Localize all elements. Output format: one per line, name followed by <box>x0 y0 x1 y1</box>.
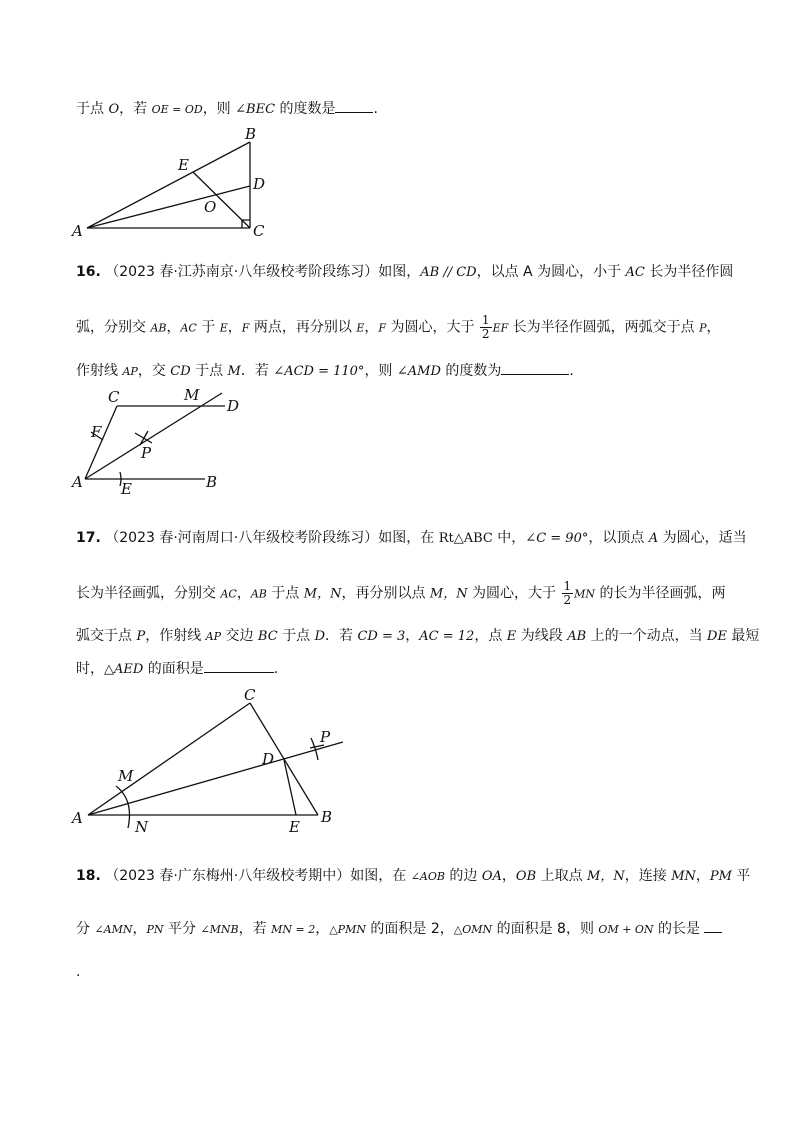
question-source: （2023 春·河南周口·八年级校考阶段练习） <box>105 530 379 546</box>
q17-line-1: 17. （2023 春·河南周口·八年级校考阶段练习）如图，在 Rt△ABC 中，∠C = 90°，以顶点 A 为圆心，适当 <box>76 530 747 546</box>
fraction-one-half: $\frac{1}{2}$ <box>563 579 572 607</box>
question-source: （2023 春·广东梅州·八年级校考期中） <box>105 868 351 884</box>
q17-line-4: 时，△AED 的面积是 . <box>76 658 278 680</box>
label-m: M <box>184 386 200 404</box>
label-b: B <box>245 125 257 143</box>
label-e: E <box>121 480 132 498</box>
condition-acd: ∠ACD = 110° <box>273 364 365 379</box>
condition-oe-od: OE = OD <box>151 103 203 116</box>
point-o: O <box>108 102 120 117</box>
label-d: D <box>227 397 240 415</box>
label-m: M <box>118 767 134 785</box>
q18-line-2: 分 ∠AMN，PN 平分 ∠MNB，若 MN = 2，△PMN 的面积是 2，△OMN 的面积是 8，则 OM + ON 的长是 <box>76 918 722 940</box>
q16-line-3: 作射线 AP，交 CD 于点 M．若 ∠ACD = 110°，则 ∠AMD 的度数为 . <box>76 360 574 382</box>
answer-blank <box>501 360 569 375</box>
q17-line-3: 弧交于点 P，作射线 AP 交边 BC 于点 D．若 CD = 3，AC = 12，点 E 为线段 AB 上的一个动点，当 DE 最短 <box>76 628 760 644</box>
label-e: E <box>289 818 300 836</box>
label-f: F <box>91 423 102 441</box>
answer-blank <box>335 98 373 113</box>
label-a: A <box>72 222 83 240</box>
q18-line-1: 18. （2023 春·广东梅州·八年级校考期中）如图，在 ∠AOB 的边 OA，OB 上取点 M，N，连接 MN，PM 平 <box>76 868 751 884</box>
angle-bec: ∠BEC <box>235 102 276 117</box>
label-p: P <box>141 444 152 462</box>
label-o: O <box>204 198 217 216</box>
label-n: N <box>135 818 149 836</box>
label-e: E <box>178 156 189 174</box>
label-c: C <box>253 222 265 240</box>
q16-line-2: 弧，分别交 AB，AC 于 E，F 两点，再分别以 E，F 为圆心，大于 $\frac{1}{2}$ EF 长为半径作圆弧，两弧交于点 P， <box>76 313 721 341</box>
label-p: P <box>320 728 331 746</box>
question-number: 18. <box>76 868 101 884</box>
question-number: 17. <box>76 530 101 546</box>
q18-line-3: . <box>76 964 81 980</box>
answer-blank <box>704 918 722 933</box>
fraction-one-half: $\frac{1}{2}$ <box>481 313 490 341</box>
question-number: 16. <box>76 264 101 280</box>
answer-blank <box>204 658 274 673</box>
label-a: A <box>72 809 83 827</box>
q17-line-2: 长为半径画弧，分别交 AC，AB 于点 M，N，再分别以点 M，N 为圆心，大于 $\frac{1}{2}$ MN 的长为半径画弧，两 <box>76 579 726 607</box>
q16-line-1: 16. （2023 春·江苏南京·八年级校考阶段练习）如图，AB // CD，以点 A 为圆心，小于 AC 长为半径作圆 <box>76 264 734 280</box>
question-source: （2023 春·江苏南京·八年级校考阶段练习） <box>105 264 379 280</box>
label-d: D <box>253 175 266 193</box>
label-c: C <box>108 388 120 406</box>
q15-line-1: 于点 O，若 OE = OD，则 ∠BEC 的度数是 . <box>76 98 378 120</box>
label-a: A <box>72 473 83 491</box>
label-b: B <box>206 473 218 491</box>
label-d: D <box>262 750 275 768</box>
label-b: B <box>321 808 333 826</box>
label-c: C <box>244 686 256 704</box>
